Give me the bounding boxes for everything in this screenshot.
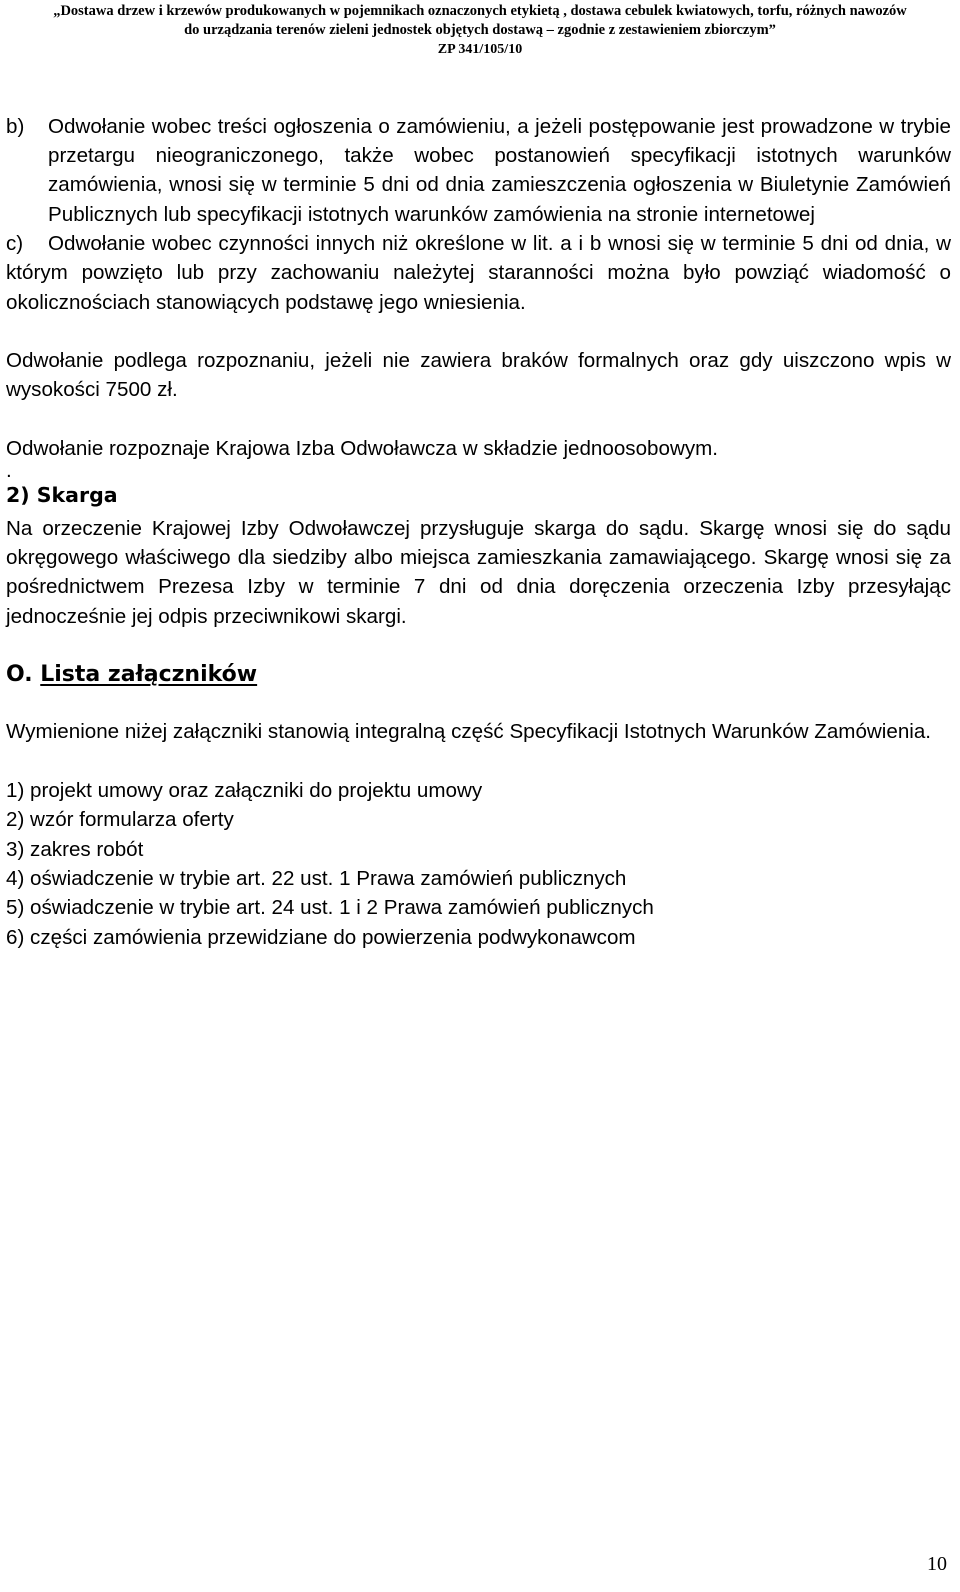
- section-heading-skarga: 2) Skarga: [6, 483, 118, 508]
- heading-prefix: O.: [6, 662, 33, 688]
- heading-title: Lista załączników: [40, 662, 258, 688]
- stray-dot: .: [6, 459, 12, 483]
- header-title-line-2: do urządzania terenów zieleni jednostek objętych dostawą – zgodnie z zestawieniem zbiorczym”: [184, 22, 776, 38]
- list-item-c: [6, 229, 951, 317]
- document-header: [0, 2, 960, 59]
- list-item: 5) oświadczenie w trybie art. 24 ust. 1 i 2 Prawa zamówień publicznych: [6, 896, 654, 920]
- section-heading-attachments: [6, 659, 951, 691]
- attachments-list: [6, 776, 951, 952]
- item-c-text-first: Odwołanie wobec czynności innych niż określone w lit.: [48, 231, 554, 255]
- item-b-label: b): [6, 115, 25, 138]
- list-item-b: [6, 112, 951, 229]
- item-c-label: c): [6, 231, 24, 255]
- list-item: 2) wzór formularza oferty: [6, 808, 234, 832]
- document-body: [6, 112, 951, 952]
- list-item: 4) oświadczenie w trybie art. 22 ust. 1 Prawa zamówień publicznych: [6, 866, 627, 890]
- paragraph-review-conditions: Odwołanie podlega rozpoznaniu, jeżeli nie zawiera braków formalnych oraz gdy uiszczono wpis w wysokości 7500 zł.: [6, 349, 951, 402]
- paragraph-attachments-intro: Wymienione niżej załączniki stanowią integralną część Specyfikacji Istotnych Warunków Zamówienia.: [6, 720, 932, 744]
- header-reference-code: ZP 341/105/10: [437, 42, 523, 57]
- list-item: 3) zakres robót: [6, 837, 144, 861]
- item-b-text: Odwołanie wobec treści ogłoszenia o zamówieniu, a jeżeli postępowanie jest prowadzone w trybie przetargu nieograniczonego, także wobec postanowień specyfikacji istotnych warunków zamówienia, wnosi się w terminie 5 dni od dnia zamieszczenia ogłoszenia w Biuletynie Zamówień Publicznych lub specyfikacji istotnych warunków zamówienia na stronie internetowej: [48, 115, 951, 226]
- header-title-line-1: „Dostawa drzew i krzewów produkowanych w pojemnikach oznaczonych etykietą , dostawa cebulek kwiatowych, torfu, różnych nawozów: [53, 3, 907, 19]
- paragraph-skarga: Na orzeczenie Krajowej Izby Odwoławczej przysługuje skarga do sądu. Skargę wnosi się do sądu okręgowego właściwego dla siedziby albo miejsca zamieszkania zamawiającego. Skargę wnosi się za pośrednictwem Prezesa Izby w terminie 7 dni od dnia doręczenia orzeczenia Izby przesyłając jednocześnie jej odpis przeciwnikowi skargi.: [6, 516, 951, 628]
- list-item: 6) części zamówienia przewidziane do powierzenia podwykonawcom: [6, 925, 636, 949]
- item-c-text-rest: a i b wnosi się w terminie 5 dni od dnia, w którym powzięto lub przy zachowaniu należytej staranności można było powziąć wiadomość o okolicznościach stanowiących podstawę jego wniesienia.: [6, 231, 952, 314]
- page-number: 10: [927, 1553, 947, 1575]
- paragraph-reviewer: Odwołanie rozpoznaje Krajowa Izba Odwoławcza w składzie jednoosobowym.: [6, 436, 718, 460]
- list-item: 1) projekt umowy oraz załączniki do projektu umowy: [6, 778, 483, 802]
